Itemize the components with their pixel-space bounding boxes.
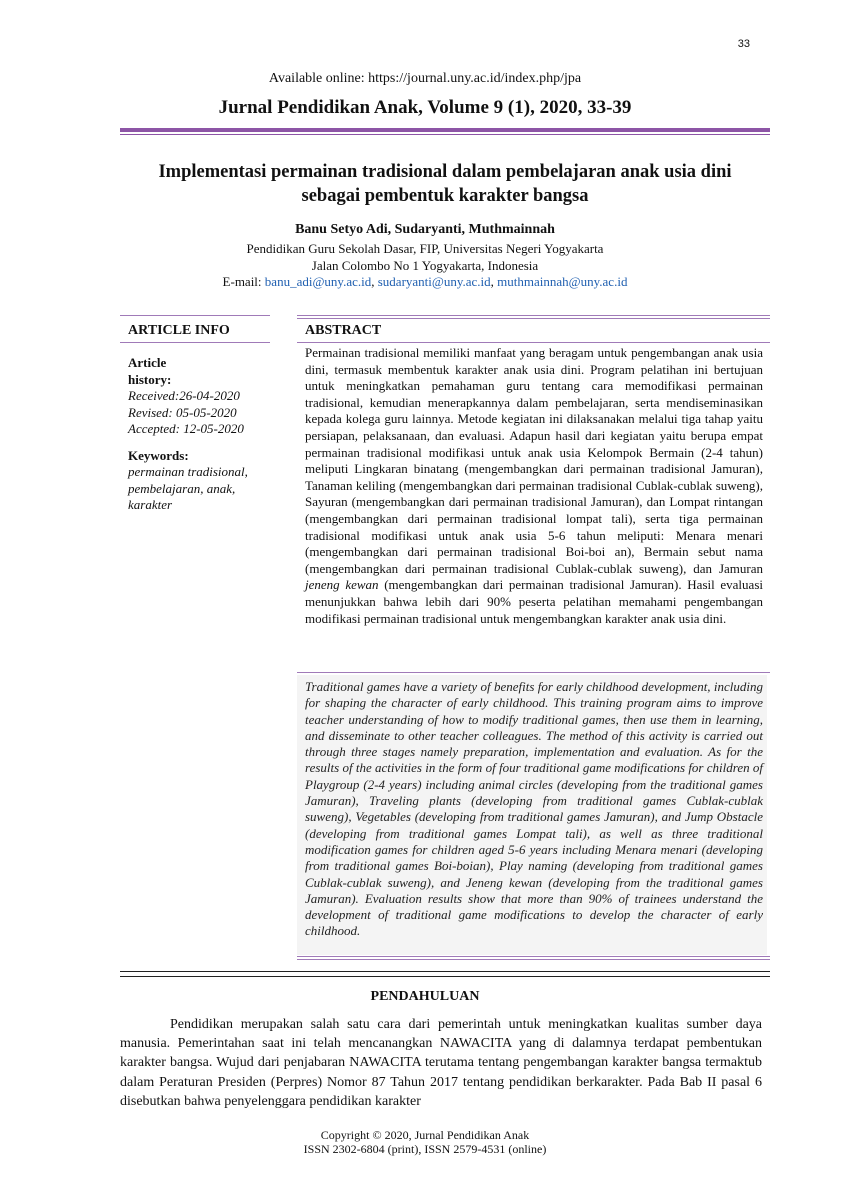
section-heading-pendahuluan: PENDAHULUAN	[370, 989, 480, 1004]
article-info-heading: ARTICLE INFO	[128, 323, 230, 338]
email-line	[0, 274, 850, 290]
abstract-id-part2: (mengembangkan dari permainan tradisional Jamuran). Hasil evaluasi menunjukkan bahwa lebih dari 90% peserta pelatihan memahami pengembangan modifikasi permainan tradisional untuk mengembangkan karakter anak usia dini.	[305, 577, 763, 626]
abstract-heading: ABSTRACT	[305, 323, 382, 338]
abstract-indonesian	[305, 345, 763, 627]
footer	[0, 1128, 850, 1156]
abstract-top-rule-2	[297, 318, 770, 319]
keywords-label: Keywords:	[128, 447, 189, 463]
copyright-text: Copyright © 2020, Jurnal Pendidikan Anak	[320, 1128, 530, 1142]
keywords-line-2: pembelajaran, anak,	[128, 480, 236, 496]
page-number: 33	[737, 38, 750, 50]
history-label-2: history:	[128, 371, 172, 387]
keywords-line-3: karakter	[128, 497, 173, 512]
authors: Banu Setyo Adi, Sudaryanti, Muthmainnah	[295, 222, 555, 237]
history-label-1: Article	[128, 355, 167, 370]
affiliation-line2: Jalan Colombo No 1 Yogyakarta, Indonesia	[311, 258, 539, 273]
english-abstract-bottom-rule	[297, 956, 770, 957]
journal-title: Jurnal Pendidikan Anak, Volume 9 (1), 2020, 33-39	[218, 97, 632, 118]
email-label: E-mail:	[222, 274, 265, 289]
header-rule-thin	[120, 134, 770, 135]
paper-title	[120, 160, 770, 208]
info-sub-rule	[120, 342, 270, 343]
email-link-banu[interactable]: banu_adi@uny.ac.id	[264, 274, 372, 289]
header-rule-thick	[120, 128, 770, 132]
section-divider-1	[120, 971, 770, 972]
email-link-sudaryanti[interactable]: sudaryanti@uny.ac.id	[377, 274, 491, 289]
article-info	[128, 355, 278, 514]
email-link-muthmainnah[interactable]: muthmainnah@uny.ac.id	[497, 274, 628, 289]
info-top-rule	[120, 315, 270, 316]
english-abstract-bottom-rule-2	[297, 959, 770, 960]
abstract-english: Traditional games have a variety of benefits for early childhood development, including for shaping the character of early childhood. This training program aims to improve teacher understanding of how to modify traditional games, then use them in learning, and disseminate to other teacher colleagues. The method of this activity is carried out through three stages namely preparation, implementation and evaluation. As for the results of the activities in the form of four traditional game modifications for children of Playgroup (2-4 years) including animal circles (developing from the traditional games Jamuran), Traveling plants (developing from traditional games Cublak-cublak suweng), Vegetables (developing from traditional games Jamuran), and Jump Obstacle (developing from traditional games Lompat tali), as well as three traditional modification games for children aged 5-6 years including Menara menari (developing from traditional games Boi-boian), Play naming (developing from traditional games Cublak-cublak suweng), and Jeneng kewan (developing from the traditional games Jamuran). Evaluation results show that more than 90% of trainees understand the development of traditional game modifications to develop the character of early childhood.	[305, 679, 763, 939]
issn-text: ISSN 2302-6804 (print), ISSN 2579-4531 (online)	[303, 1142, 547, 1156]
received-date: Received:26-04-2020	[128, 388, 240, 403]
email-separator: ,	[371, 274, 378, 289]
abstract-sub-rule	[297, 342, 770, 343]
available-online-url: Available online: https://journal.uny.ac.id/index.php/jpa	[268, 71, 582, 86]
abstract-id-part1: Permainan tradisional memiliki manfaat yang beragam untuk pengembangan anak usia dini, termasuk membentuk karakter anak usia dini. Program pelatihan ini bertujuan untuk meningkatkan pemahaman guru tentang cara memodifikasi permainan tradisional, kemudian menerapkannya dalam pembelajaran, serta mendiseminasikan kepada kolega guru lainnya. Metode kegiatan ini dilaksanakan melalui tiga tahap yaitu persiapan, pelaksanaan, dan evaluasi. Adapun hasil dari kegiatan yaitu berupa empat permainan tradisional modifikasi untuk anak usia Kelompok Bermain (2-4 tahun) meliputi Lingkaran binatang (mengembangkan dari permainan tradisional Jamuran), Tanaman keliling (mengembangkan dari permainan tradisional Cublak-cublak suweng), Sayuran (mengembangkan dari permainan tradisional Jamuran), dan Lompat rintangan (mengembangkan dari permainan tradisional lompat tali), serta tiga permainan tradisional modifikasi untuk anak usia 5-6 tahun meliputi: Menara menari (mengembangkan dari permainan tradisional Boi-boi an), Bermain sebut nama (mengembangkan dari permainan tradisional Cublak-cublak suweng), dan Jamuran	[305, 345, 763, 576]
accepted-date: Accepted: 12-05-2020	[128, 421, 244, 436]
english-abstract-top-rule	[297, 672, 770, 673]
email-separator: ,	[490, 274, 498, 289]
section-divider-2	[120, 976, 770, 977]
paper-title-line1: Implementasi permainan tradisional dalam pembelajaran anak usia dini	[158, 162, 732, 182]
keywords-line-1: permainan tradisional,	[128, 464, 248, 479]
abstract-top-rule	[297, 315, 770, 316]
affiliation-line1: Pendidikan Guru Sekolah Dasar, FIP, Universitas Negeri Yogyakarta	[246, 241, 604, 256]
revised-date: Revised: 05-05-2020	[128, 404, 237, 420]
abstract-id-italic: jeneng kewan	[305, 577, 379, 593]
intro-paragraph	[120, 1015, 762, 1111]
intro-paragraph-text: Pendidikan merupakan salah satu cara dari pemerintah untuk meningkatkan kualitas sumber daya manusia. Pemerintahan saat ini telah mencanangkan NAWACITA yang di dalamnya terdapat pembentukan karakter bangsa. Wujud dari penjabaran NAWACITA terutama tentang pengembangan karakter bangsa termaktub dalam Peraturan Presiden (Perpres) Nomor 87 Tahun 2017 tentang pendidikan berkarakter. Pada Bab II pasal 6 disebutkan bahwa penyelenggara pendidikan karakter	[120, 1017, 762, 1109]
paper-title-line2: sebagai pembentuk karakter bangsa	[301, 186, 589, 206]
